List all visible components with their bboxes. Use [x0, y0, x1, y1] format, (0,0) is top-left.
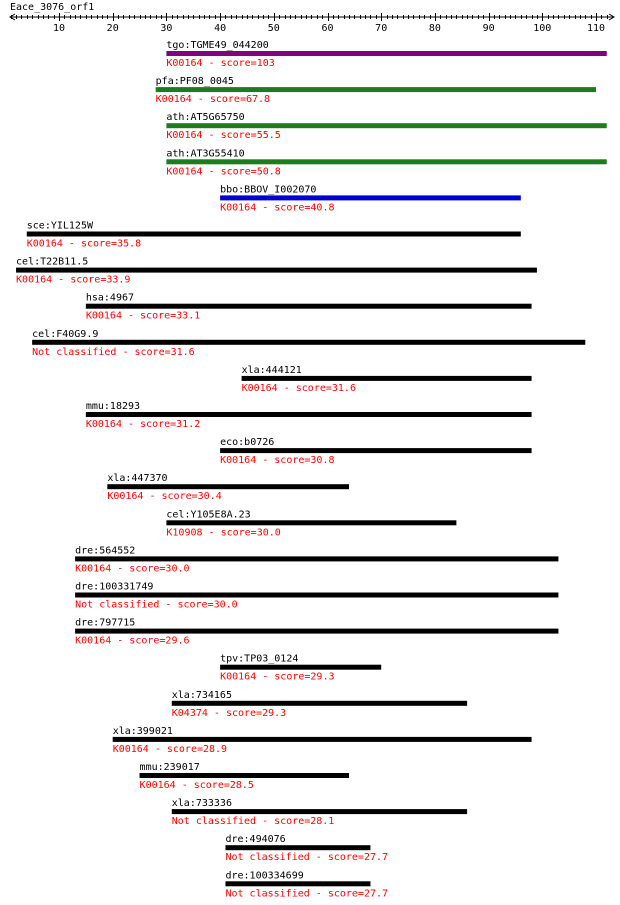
hit-row[interactable] [166, 509, 456, 538]
hit-score-label: K00164 - score=67.8 [155, 94, 271, 106]
hit-name[interactable]: bbo:BBOV_I002070 [220, 184, 317, 196]
hit-bar[interactable] [75, 629, 558, 634]
hit-score-label: Not classified - score=28.1 [171, 816, 335, 828]
axis-tick-label: 10 [52, 23, 66, 34]
hit-name[interactable]: xla:399021 [112, 725, 173, 737]
hit-score-label: Not classified - score=27.7 [225, 852, 389, 864]
hit-score-label: K00164 - score=40.8 [220, 202, 335, 214]
hit-bar[interactable] [107, 484, 349, 489]
axis-tick-label: 50 [267, 23, 280, 34]
hit-row[interactable] [113, 726, 532, 755]
hit-score-label: K00164 - score=31.6 [241, 382, 356, 394]
hit-name[interactable]: xla:444121 [241, 364, 302, 376]
hit-bar[interactable] [75, 593, 558, 598]
hit-row[interactable] [220, 654, 381, 683]
hit-name[interactable]: dre:797715 [75, 617, 136, 629]
axis-tick-label: 70 [375, 23, 388, 34]
hit-row[interactable] [220, 184, 521, 213]
hit-score-label: Not classified - score=30.0 [75, 599, 238, 611]
hit-row[interactable] [32, 329, 585, 358]
axis-tick-label: 30 [160, 23, 173, 34]
query-title: Eace_3076_orf1 [10, 2, 95, 13]
hit-name[interactable]: sce:YIL125W [26, 220, 94, 232]
hit-bar[interactable] [75, 556, 558, 561]
hit-score-label: K00164 - score=55.5 [166, 130, 281, 142]
hit-name[interactable]: ath:AT3G55410 [166, 148, 245, 160]
hit-row[interactable] [75, 618, 558, 647]
hit-bar[interactable] [220, 665, 381, 670]
hit-row[interactable] [140, 762, 349, 791]
hit-bar[interactable] [220, 195, 521, 200]
axis-tick-label: 80 [428, 23, 441, 34]
hit-bar[interactable] [172, 701, 467, 706]
hit-name[interactable]: dre:564552 [75, 545, 136, 557]
hit-bar[interactable] [113, 737, 532, 742]
hit-name[interactable]: mmu:18293 [85, 401, 141, 412]
hit-score-label: K00164 - score=28.5 [139, 780, 254, 791]
hit-bar[interactable] [166, 51, 606, 56]
hit-bar[interactable] [86, 412, 532, 417]
hit-name[interactable]: xla:447370 [107, 473, 168, 485]
hit-score-label: K04374 - score=29.3 [171, 707, 287, 719]
hit-bar[interactable] [156, 87, 596, 92]
axis-tick-label: 20 [106, 23, 119, 34]
hit-row[interactable] [86, 401, 532, 430]
hit-row[interactable] [172, 798, 467, 827]
hit-name[interactable]: cel:F40G9.9 [32, 328, 99, 340]
hit-score-label: K00164 - score=30.4 [107, 491, 222, 503]
hit-row[interactable] [166, 40, 606, 69]
hit-score-label: Not classified - score=31.6 [32, 346, 195, 358]
hit-name[interactable]: mmu:239017 [139, 762, 200, 773]
hit-row[interactable] [16, 257, 537, 286]
hit-score-label: K00164 - score=31.2 [85, 419, 201, 430]
axis-tick-label: 110 [586, 23, 606, 34]
hit-score-label: K00164 - score=30.0 [75, 563, 190, 575]
hit-bar[interactable] [166, 159, 606, 164]
hit-bar[interactable] [166, 520, 456, 525]
axis-tick-label: 60 [321, 23, 334, 34]
hit-bar[interactable] [27, 232, 521, 237]
hit-name[interactable]: pfa:PF08_0045 [155, 76, 234, 88]
position-axis [10, 13, 614, 34]
hit-score-label: Not classified - score=27.7 [225, 888, 389, 900]
hit-score-label: K00164 - score=33.9 [16, 274, 131, 286]
hit-name[interactable]: xla:734165 [171, 689, 232, 701]
hit-row[interactable] [225, 870, 388, 899]
hit-bar[interactable] [16, 268, 537, 273]
hit-name[interactable]: cel:Y105E8A.23 [166, 509, 251, 521]
axis-tick-label: 100 [533, 23, 552, 34]
hit-row[interactable] [107, 473, 349, 502]
hit-row[interactable] [27, 221, 521, 250]
hit-row[interactable] [242, 365, 532, 394]
hit-name[interactable]: dre:100331749 [75, 581, 154, 593]
axis-tick-label: 40 [214, 23, 227, 34]
hit-row[interactable] [156, 76, 596, 105]
hit-score-label: K00164 - score=28.9 [112, 743, 228, 755]
hit-bar[interactable] [242, 376, 532, 381]
hit-row[interactable] [75, 545, 558, 574]
hit-bar[interactable] [86, 304, 532, 309]
hit-bar[interactable] [220, 448, 531, 453]
hit-name[interactable]: tpv:TP03_0124 [220, 653, 299, 665]
hit-score-label: K00164 - score=35.8 [26, 238, 142, 250]
hit-row[interactable] [75, 582, 558, 611]
hit-name[interactable]: dre:100334699 [225, 870, 304, 882]
hit-row[interactable] [172, 690, 467, 719]
axis-tick-label: 90 [482, 23, 495, 34]
hit-score-label: K00164 - score=29.6 [75, 635, 190, 647]
hit-bar[interactable] [225, 881, 370, 886]
hit-name[interactable]: ath:AT5G65750 [166, 112, 245, 124]
hit-name[interactable]: eco:b0726 [220, 437, 275, 449]
hit-name[interactable]: dre:494076 [225, 834, 286, 846]
hit-name[interactable]: xla:733336 [171, 798, 232, 810]
hit-score-label: K00164 - score=30.8 [220, 455, 335, 467]
hit-score-label: K00164 - score=33.1 [85, 310, 201, 322]
hit-name[interactable]: cel:T22B11.5 [16, 256, 89, 268]
hit-row[interactable] [166, 112, 606, 141]
hit-bar[interactable] [225, 845, 370, 850]
hit-list [16, 40, 607, 899]
hit-row[interactable] [225, 834, 388, 863]
hit-score-label: K10908 - score=30.0 [166, 527, 281, 539]
hit-bar[interactable] [172, 809, 467, 814]
hit-bar[interactable] [32, 340, 585, 345]
hit-bar[interactable] [140, 773, 349, 778]
hit-name[interactable]: hsa:4967 [85, 292, 135, 304]
hit-name[interactable]: tgo:TGME49_044200 [166, 40, 269, 51]
hit-bar[interactable] [166, 123, 606, 128]
hit-row[interactable] [86, 293, 532, 322]
hit-score-label: K00164 - score=50.8 [166, 166, 281, 178]
hit-score-label: K00164 - score=29.3 [220, 671, 335, 683]
hit-row[interactable] [166, 148, 606, 177]
hit-row[interactable] [220, 437, 531, 466]
hit-score-label: K00164 - score=103 [166, 58, 275, 69]
